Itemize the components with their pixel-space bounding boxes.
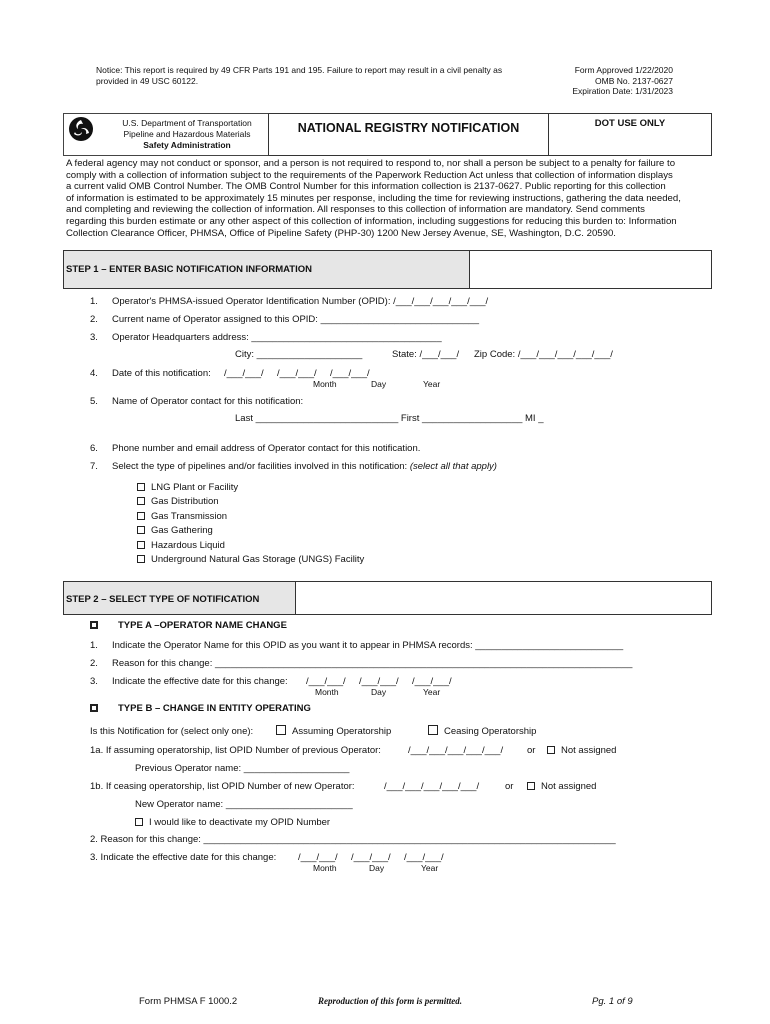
type-b-label: TYPE B – CHANGE IN ENTITY OPERATING — [118, 703, 311, 714]
b1a-label: 1a. If assuming operatorship, list OPID Number of previous Operator: — [90, 745, 381, 756]
type-a-month-field[interactable]: /___/___/ — [306, 676, 346, 687]
day-caption: Day — [371, 379, 387, 389]
hq-address-field[interactable]: Operator Headquarters address: ____________________________________ — [112, 332, 442, 343]
form-number: Form PHMSA F 1000.2 — [139, 996, 238, 1007]
form-title: NATIONAL REGISTRY NOTIFICATION — [297, 121, 520, 135]
checkbox[interactable] — [137, 497, 145, 505]
previous-operator-name-field[interactable]: Previous Operator name: ____________________ — [135, 763, 350, 774]
q7-label: Select the type of pipelines and/or facilities involved in this notification: — [112, 461, 408, 472]
page-number: Pg. 1 of 9 — [592, 996, 633, 1007]
facility-option[interactable] — [137, 553, 364, 567]
type-b-1a — [90, 745, 381, 756]
type-a-option[interactable] — [90, 620, 287, 631]
facility-option[interactable] — [137, 510, 364, 524]
step1-q2 — [90, 314, 479, 325]
facility-label: LNG Plant or Facility — [151, 482, 239, 493]
burden-statement — [66, 158, 712, 239]
type-a-q2 — [90, 658, 632, 669]
burden-line: regarding this burden estimate or any other aspect of this collection of information, including suggestions for reducing this burden to: Information — [66, 215, 677, 227]
burden-line: a current valid OMB Control Number. The OMB Control Number for this information collection is 2137-0627. Public reporting for this collection — [66, 181, 666, 193]
facility-label: Gas Gathering — [151, 525, 213, 537]
step1-q1 — [90, 296, 488, 307]
item-number: 6. — [90, 443, 98, 454]
checkbox[interactable] — [137, 555, 145, 563]
city-field[interactable]: City: ____________________ — [235, 349, 363, 360]
agency-admin: Pipeline and Hazardous Materials — [123, 129, 251, 139]
new-operator-name-field[interactable]: New Operator name: ________________________ — [135, 799, 353, 810]
q4-label: Date of this notification: — [112, 368, 211, 379]
not-assigned-checkbox[interactable] — [527, 782, 535, 790]
previous-opid-field[interactable]: /___/___/___/___/___/ — [408, 745, 504, 756]
approval-line: Form Approved 1/22/2020 — [574, 65, 673, 75]
q5-label: Name of Operator contact for this notification: — [112, 396, 304, 407]
day-caption: Day — [369, 863, 385, 873]
step1-header: STEP 1 – ENTER BASIC NOTIFICATION INFORMATION — [66, 264, 312, 275]
facility-label: Gas Transmission — [151, 510, 228, 522]
q1-label: Operator's PHMSA-issued Operator Identification Number (OPID): — [112, 296, 391, 307]
not-assigned-option-1b[interactable] — [527, 781, 596, 792]
step2-header: STEP 2 – SELECT TYPE OF NOTIFICATION — [66, 594, 260, 605]
item-number: 4. — [90, 368, 98, 379]
not-assigned-label: Not assigned — [561, 745, 617, 756]
item-number: 1. — [90, 640, 98, 651]
type-b-reason-field[interactable]: 2. Reason for this change: ______________________________________________________________________________ — [90, 834, 616, 845]
type-b-1b: 1b. If ceasing operatorship, list OPID Number of new Operator: — [90, 781, 355, 792]
agency-name — [112, 118, 262, 151]
notification-month-field[interactable]: /___/___/ — [224, 368, 264, 379]
burden-line: comply with a collection of information subject to the requirements of the Paperwork Reduction Act unless that collection of information displays — [66, 169, 673, 181]
or-text: or — [527, 745, 536, 756]
day-caption: Day — [371, 687, 387, 697]
step1-q6 — [90, 443, 420, 454]
item-number: 1. — [90, 296, 98, 307]
new-operator-name-field[interactable]: Indicate the Operator Name for this OPID as you want it to appear in PHMSA records: ____________________________ — [112, 640, 624, 651]
type-b-day-field[interactable]: /___/___/ — [351, 852, 391, 863]
assuming-option[interactable] — [276, 725, 391, 737]
month-caption: Month — [315, 687, 339, 697]
item-number: 3. — [90, 332, 98, 343]
burden-line: A federal agency may not conduct or sponsor, and a person is not required to respond to, nor shall a person be subject to a penalty for failure to — [66, 158, 676, 169]
checkbox[interactable] — [137, 541, 145, 549]
operator-name-field[interactable]: Current name of Operator assigned to this OPID: ______________________________ — [112, 314, 480, 325]
type-a-year-field[interactable]: /___/___/ — [412, 676, 452, 687]
type-a-q3 — [90, 676, 288, 687]
facility-label: Gas Distribution — [151, 496, 219, 508]
facility-label: Hazardous Liquid — [151, 539, 225, 551]
not-assigned-label: Not assigned — [541, 781, 597, 792]
contact-name-fields[interactable]: Last ___________________________ First ___________________ MI _ — [235, 413, 544, 424]
type-a-q1 — [90, 640, 623, 651]
burden-line: Collection Clearance Officer, PHMSA, Office of Pipeline Safety (PHP-30) 1200 New Jersey Avenue, SE, Washington, D.C. 20590. — [66, 227, 616, 239]
zip-label: Zip Code: — [474, 349, 516, 360]
omb-approval — [540, 65, 673, 97]
item-number: 2. — [90, 314, 98, 325]
q6-label: Phone number and email address of Operator contact for this notification. — [112, 443, 421, 454]
deactivate-checkbox[interactable] — [135, 818, 143, 826]
facility-option[interactable] — [137, 495, 364, 509]
type-a-checkbox[interactable] — [90, 621, 98, 629]
facility-option[interactable] — [137, 524, 364, 538]
type-a-date-label: Indicate the effective date for this change: — [112, 676, 288, 687]
facility-checklist — [137, 481, 364, 567]
item-number: 3. — [90, 676, 98, 687]
deactivate-label: I would like to deactivate my OPID Number — [149, 817, 331, 828]
facility-label: Underground Natural Gas Storage (UNGS) Facility — [151, 554, 365, 566]
zip-group — [474, 349, 613, 360]
type-b-option[interactable] — [90, 703, 311, 714]
ceasing-checkbox[interactable] — [428, 725, 438, 735]
assuming-label: Assuming Operatorship — [292, 726, 392, 737]
agency-dept: U.S. Department of Transportation — [122, 118, 252, 128]
assuming-checkbox[interactable] — [276, 725, 286, 735]
type-b-month-field[interactable]: /___/___/ — [298, 852, 338, 863]
approval-line: Expiration Date: 1/31/2023 — [572, 86, 673, 96]
burden-line: of information is estimated to be approximately 15 minutes per response, including the time for reviewing instructions, gathering the data needed, — [66, 192, 681, 204]
state-label: State: — [392, 349, 417, 360]
month-caption: Month — [313, 863, 337, 873]
reproduction-note: Reproduction of this form is permitted. — [318, 996, 463, 1006]
approval-line: OMB No. 2137-0627 — [595, 75, 673, 86]
step1-q5 — [90, 396, 303, 407]
type-a-day-field[interactable]: /___/___/ — [359, 676, 399, 687]
dot-triskelion-logo-icon — [68, 116, 94, 142]
notification-year-field[interactable]: /___/___/ — [330, 368, 370, 379]
type-b-checkbox[interactable] — [90, 704, 98, 712]
opid-field[interactable]: /___/___/___/___/___/ — [393, 296, 489, 307]
step1-q3 — [90, 332, 442, 343]
zip-field[interactable]: /___/___/___/___/___/ — [517, 349, 613, 360]
not-assigned-option-1a[interactable] — [547, 745, 616, 756]
notification-day-field[interactable]: /___/___/ — [277, 368, 317, 379]
or-text: or — [505, 781, 514, 792]
checkbox[interactable] — [137, 526, 145, 534]
type-b-q3: 3. Indicate the effective date for this change: — [90, 852, 277, 863]
deactivate-option[interactable] — [135, 817, 330, 828]
state-field[interactable]: /___/___/ — [419, 349, 460, 360]
agency-admin2: Safety Administration — [143, 140, 231, 150]
ceasing-option[interactable] — [428, 725, 536, 737]
item-number: 7. — [90, 461, 98, 472]
notice-line: Notice: This report is required by 49 CFR Parts 191 and 195. Failure to report may result in a civil penalty as — [96, 65, 503, 75]
facility-option[interactable] — [137, 481, 364, 495]
type-b-question: Is this Notification for (select only one): — [90, 726, 254, 737]
state-group — [392, 349, 459, 360]
burden-line: and completing and reviewing the collection of information. All responses to this collection of information are mandatory. Send comments — [66, 204, 645, 216]
year-caption: Year — [423, 687, 441, 697]
type-a-reason-field[interactable]: Reason for this change: _______________________________________________________________________________ — [112, 658, 633, 669]
checkbox[interactable] — [137, 483, 145, 491]
new-opid-field[interactable]: /___/___/___/___/___/ — [384, 781, 480, 792]
facility-option[interactable] — [137, 539, 364, 553]
type-a-label: TYPE A –OPERATOR NAME CHANGE — [118, 620, 287, 631]
q7-note: (select all that apply) — [409, 461, 497, 472]
item-number: 5. — [90, 396, 98, 407]
notice-line: provided in 49 USC 60122. — [96, 75, 199, 86]
year-caption: Year — [423, 379, 441, 389]
step1-q7 — [90, 461, 497, 472]
ceasing-label: Ceasing Operatorship — [444, 726, 537, 737]
item-number: 2. — [90, 658, 98, 669]
paperwork-notice — [96, 65, 502, 86]
checkbox[interactable] — [137, 512, 145, 520]
month-caption: Month — [313, 379, 337, 389]
not-assigned-checkbox[interactable] — [547, 746, 555, 754]
dot-use-only-label: DOT USE ONLY — [594, 118, 666, 129]
type-b-year-field[interactable]: /___/___/ — [404, 852, 444, 863]
year-caption: Year — [421, 863, 439, 873]
step1-q4 — [90, 368, 211, 379]
